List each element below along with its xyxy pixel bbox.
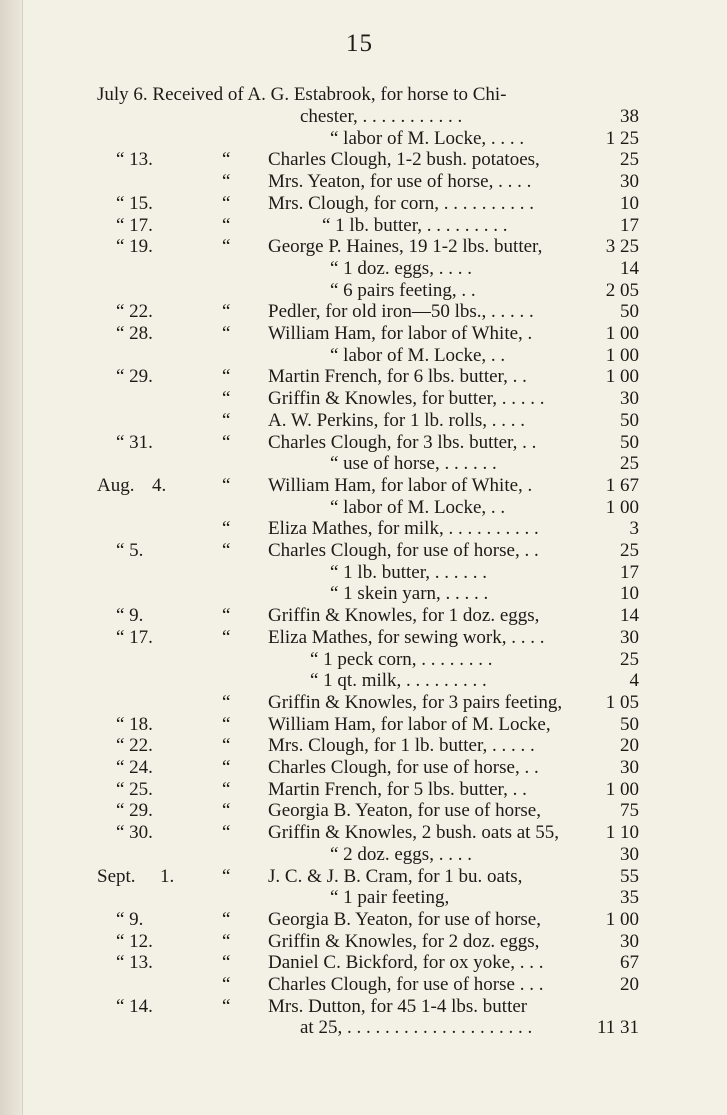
entry-day: “ 9.	[116, 605, 144, 627]
ledger-entry	[0, 844, 727, 866]
ledger-entry	[0, 497, 727, 519]
entry-amount: 30	[620, 757, 639, 778]
ditto-mark: “	[222, 626, 231, 648]
ledger-entry	[0, 735, 727, 757]
ledger-entry	[0, 366, 727, 388]
ledger-entry	[0, 258, 727, 280]
entry-day: 4.	[152, 474, 167, 496]
entry-amount: 1 67	[605, 474, 639, 496]
entry-amount: 50	[620, 713, 639, 735]
ledger-entry	[0, 952, 727, 974]
entry-description: Daniel C. Bickford, for ox yoke, . . .	[268, 952, 544, 974]
ditto-mark: “	[222, 388, 231, 410]
ditto-mark: “	[222, 171, 231, 193]
entry-amount: 30	[620, 171, 639, 193]
entry-description: George P. Haines, 19 1-2 lbs. butter,	[268, 236, 543, 258]
ledger-entry	[0, 301, 727, 323]
entry-day: “ 24.	[116, 757, 153, 778]
ledger-entry	[0, 128, 727, 150]
entry-description: “ 6 pairs feeting, . .	[330, 279, 476, 301]
entry-description: “ 1 lb. butter, . . . . . .	[330, 561, 488, 583]
entry-amount: 1 00	[605, 344, 639, 366]
ledger-header-line	[0, 84, 727, 106]
ditto-mark: “	[222, 366, 231, 388]
ledger-entry	[0, 432, 727, 454]
entry-amount: 10	[620, 192, 639, 214]
entry-amount: 55	[620, 865, 639, 887]
ditto-mark: “	[222, 149, 231, 171]
ledger-entry	[0, 562, 727, 584]
entry-day: “ 30.	[116, 822, 153, 844]
entry-day: “ 25.	[116, 778, 153, 800]
entry-description: Martin French, for 5 lbs. butter, . .	[268, 778, 527, 800]
entry-description: Charles Clough, for use of horse . . .	[268, 974, 544, 995]
entry-amount: 3 25	[605, 236, 639, 258]
ditto-mark: “	[222, 474, 231, 496]
ledger-entry	[0, 518, 727, 540]
entry-day: “ 17.	[116, 626, 153, 648]
entry-amount: 50	[620, 431, 639, 453]
entry-description: Charles Clough, 1-2 bush. potatoes,	[268, 149, 540, 171]
ledger-entry	[0, 345, 727, 367]
entry-description: at 25, . . . . . . . . . . . . . . . . . . . .	[300, 1017, 533, 1039]
entry-day: “ 22.	[116, 301, 153, 323]
entry-day: “ 14.	[116, 995, 153, 1017]
ditto-mark: “	[222, 518, 231, 540]
entry-amount: 20	[620, 974, 639, 995]
entry-month: Aug.	[97, 474, 135, 496]
entry-description: “ 2 doz. eggs, . . . .	[330, 843, 472, 865]
ledger-entry	[0, 410, 727, 432]
ledger-entry	[0, 649, 727, 671]
entry-description: “ labor of M. Locke, . .	[330, 496, 506, 518]
entry-description: J. C. & J. B. Cram, for 1 bu. oats,	[268, 865, 523, 887]
entry-amount: 50	[620, 301, 639, 323]
entry-description: Georgia B. Yeaton, for use of horse,	[268, 800, 541, 822]
entry-amount: 10	[620, 583, 639, 605]
entry-day: “ 15.	[116, 192, 153, 214]
header-text: July 6. Received of A. G. Estabrook, for horse to Chi-	[97, 84, 507, 105]
entry-description: William Ham, for labor of White, .	[268, 474, 533, 496]
entry-description: “ 1 skein yarn, . . . . .	[330, 583, 489, 605]
entry-description: “ 1 pair feeting,	[330, 887, 450, 909]
entry-description: “ labor of M. Locke, . . . .	[330, 127, 525, 149]
ledger-entry	[0, 475, 727, 497]
ditto-mark: “	[222, 431, 231, 453]
ledger-entry	[0, 779, 727, 801]
entry-amount: 1 05	[605, 691, 639, 713]
ditto-mark: “	[222, 822, 231, 844]
entry-description: “ use of horse, . . . . . .	[330, 453, 497, 475]
entry-amount: 1 00	[605, 778, 639, 800]
entry-amount: 17	[620, 214, 639, 236]
ledger-entry	[0, 866, 727, 888]
entry-amount: 30	[620, 388, 639, 410]
ledger-entry	[0, 193, 727, 215]
entry-description: William Ham, for labor of M. Locke,	[268, 713, 551, 735]
entry-amount: 25	[620, 149, 639, 171]
ledger-entry	[0, 931, 727, 953]
ledger-entry	[0, 540, 727, 562]
ledger-entry	[0, 714, 727, 736]
entry-day: “ 22.	[116, 735, 153, 757]
ledger-entry	[0, 757, 727, 779]
ledger-entry	[0, 215, 727, 237]
entry-amount: 14	[620, 257, 639, 279]
ditto-mark: “	[222, 214, 231, 236]
ledger-entry	[0, 605, 727, 627]
ditto-mark: “	[222, 691, 231, 713]
ditto-mark: “	[222, 713, 231, 735]
entry-description: Eliza Mathes, for milk, . . . . . . . . . .	[268, 518, 539, 540]
entry-description: Mrs. Clough, for 1 lb. butter, . . . . .	[268, 735, 535, 757]
entry-amount: 30	[620, 626, 639, 648]
ditto-mark: “	[222, 605, 231, 627]
ditto-mark: “	[222, 757, 231, 778]
entry-description: Georgia B. Yeaton, for use of horse,	[268, 908, 541, 930]
ditto-mark: “	[222, 301, 231, 323]
entry-day: “ 12.	[116, 930, 153, 952]
entry-day: “ 19.	[116, 236, 153, 258]
entry-description: “ 1 peck corn, . . . . . . . .	[310, 648, 493, 670]
entry-amount: 35	[620, 887, 639, 909]
entry-amount: 1 00	[605, 323, 639, 344]
entry-amount: 30	[620, 843, 639, 865]
entry-day: “ 13.	[116, 149, 153, 171]
ledger-entry	[0, 323, 727, 345]
entry-amount: 75	[620, 800, 639, 822]
ledger-entry	[0, 1017, 727, 1039]
entry-amount: 50	[620, 409, 639, 431]
ledger-entry	[0, 280, 727, 302]
entry-description: A. W. Perkins, for 1 lb. rolls, . . . .	[268, 409, 526, 431]
entry-amount: 1 10	[605, 822, 639, 844]
entry-day: “ 28.	[116, 323, 153, 344]
entry-description: Eliza Mathes, for sewing work, . . . .	[268, 626, 545, 648]
entry-description: Mrs. Clough, for corn, . . . . . . . . . .	[268, 192, 534, 214]
ledger-entry	[0, 627, 727, 649]
ledger-entry	[0, 909, 727, 931]
entry-description: Griffin & Knowles, 2 bush. oats at 55,	[268, 822, 559, 844]
entry-description: chester, . . . . . . . . . . .	[300, 106, 463, 127]
entry-description: “ labor of M. Locke, . .	[330, 344, 506, 366]
ditto-mark: “	[222, 409, 231, 431]
ditto-mark: “	[222, 974, 231, 995]
ditto-mark: “	[222, 995, 231, 1017]
entry-amount: 30	[620, 930, 639, 952]
entry-day: “ 29.	[116, 800, 153, 822]
entry-description: Martin French, for 6 lbs. butter, . .	[268, 366, 527, 388]
ditto-mark: “	[222, 952, 231, 974]
ledger-entry	[0, 887, 727, 909]
entry-description: Pedler, for old iron—50 lbs., . . . . .	[268, 301, 534, 323]
entry-description: Griffin & Knowles, for 1 doz. eggs,	[268, 605, 540, 627]
ditto-mark: “	[222, 908, 231, 930]
entry-description: Griffin & Knowles, for 3 pairs feeting,	[268, 691, 563, 713]
entry-description: Mrs. Yeaton, for use of horse, . . . .	[268, 171, 532, 193]
entry-day: “ 29.	[116, 366, 153, 388]
entry-day: “ 13.	[116, 952, 153, 974]
entry-description: Griffin & Knowles, for butter, . . . . .	[268, 388, 545, 410]
ditto-mark: “	[222, 323, 231, 344]
entry-description: William Ham, for labor of White, .	[268, 323, 533, 344]
ditto-mark: “	[222, 800, 231, 822]
ditto-mark: “	[222, 930, 231, 952]
ledger-entry	[0, 106, 727, 128]
ledger-entry	[0, 670, 727, 692]
ledger-entry	[0, 800, 727, 822]
entry-amount: 20	[620, 735, 639, 757]
entry-amount: 25	[620, 648, 639, 670]
entry-description: “ 1 lb. butter, . . . . . . . . .	[322, 214, 508, 236]
entry-amount: 1 00	[605, 908, 639, 930]
entry-amount: 67	[620, 952, 639, 974]
ledger-entry	[0, 974, 727, 996]
ledger-entry	[0, 692, 727, 714]
ledger-entry	[0, 388, 727, 410]
entry-amount: 11 31	[596, 1017, 639, 1039]
ditto-mark: “	[222, 540, 231, 561]
page-number: 15	[346, 30, 373, 57]
entry-description: Mrs. Dutton, for 45 1-4 lbs. butter	[268, 995, 528, 1017]
ledger-entry	[0, 583, 727, 605]
entry-description: “ 1 qt. milk, . . . . . . . . .	[310, 670, 487, 692]
entry-day: “ 17.	[116, 214, 153, 236]
ledger-entry	[0, 453, 727, 475]
entry-month: Sept.	[97, 865, 136, 887]
entry-amount: 14	[620, 605, 639, 627]
entry-day: “ 9.	[116, 908, 144, 930]
entry-day: “ 31.	[116, 431, 153, 453]
entry-description: Charles Clough, for 3 lbs. butter, . .	[268, 431, 537, 453]
ditto-mark: “	[222, 778, 231, 800]
ledger-entry	[0, 149, 727, 171]
ledger-entry	[0, 171, 727, 193]
entry-amount: 1 00	[605, 496, 639, 518]
entry-amount: 25	[620, 453, 639, 475]
entry-description: Griffin & Knowles, for 2 doz. eggs,	[268, 930, 540, 952]
ditto-mark: “	[222, 735, 231, 757]
entry-description: Charles Clough, for use of horse, . .	[268, 540, 539, 561]
entry-day: “ 18.	[116, 713, 153, 735]
ditto-mark: “	[222, 236, 231, 258]
entry-day: “ 5.	[116, 540, 144, 561]
entry-amount: 38	[620, 106, 639, 127]
entry-amount: 2 05	[605, 279, 639, 301]
ledger-entry	[0, 996, 727, 1018]
entry-amount: 4	[629, 670, 639, 692]
entry-description: Charles Clough, for use of horse, . .	[268, 757, 539, 778]
entry-amount: 1 00	[605, 366, 639, 388]
ditto-mark: “	[222, 192, 231, 214]
entry-amount: 25	[620, 540, 639, 561]
entry-description: “ 1 doz. eggs, . . . .	[330, 257, 472, 279]
entry-amount: 3	[629, 518, 639, 540]
entry-amount: 1 25	[605, 127, 639, 149]
ledger-entry	[0, 236, 727, 258]
ledger-entry	[0, 822, 727, 844]
ditto-mark: “	[222, 865, 231, 887]
entry-amount: 17	[620, 561, 639, 583]
entry-day: 1.	[160, 865, 175, 887]
